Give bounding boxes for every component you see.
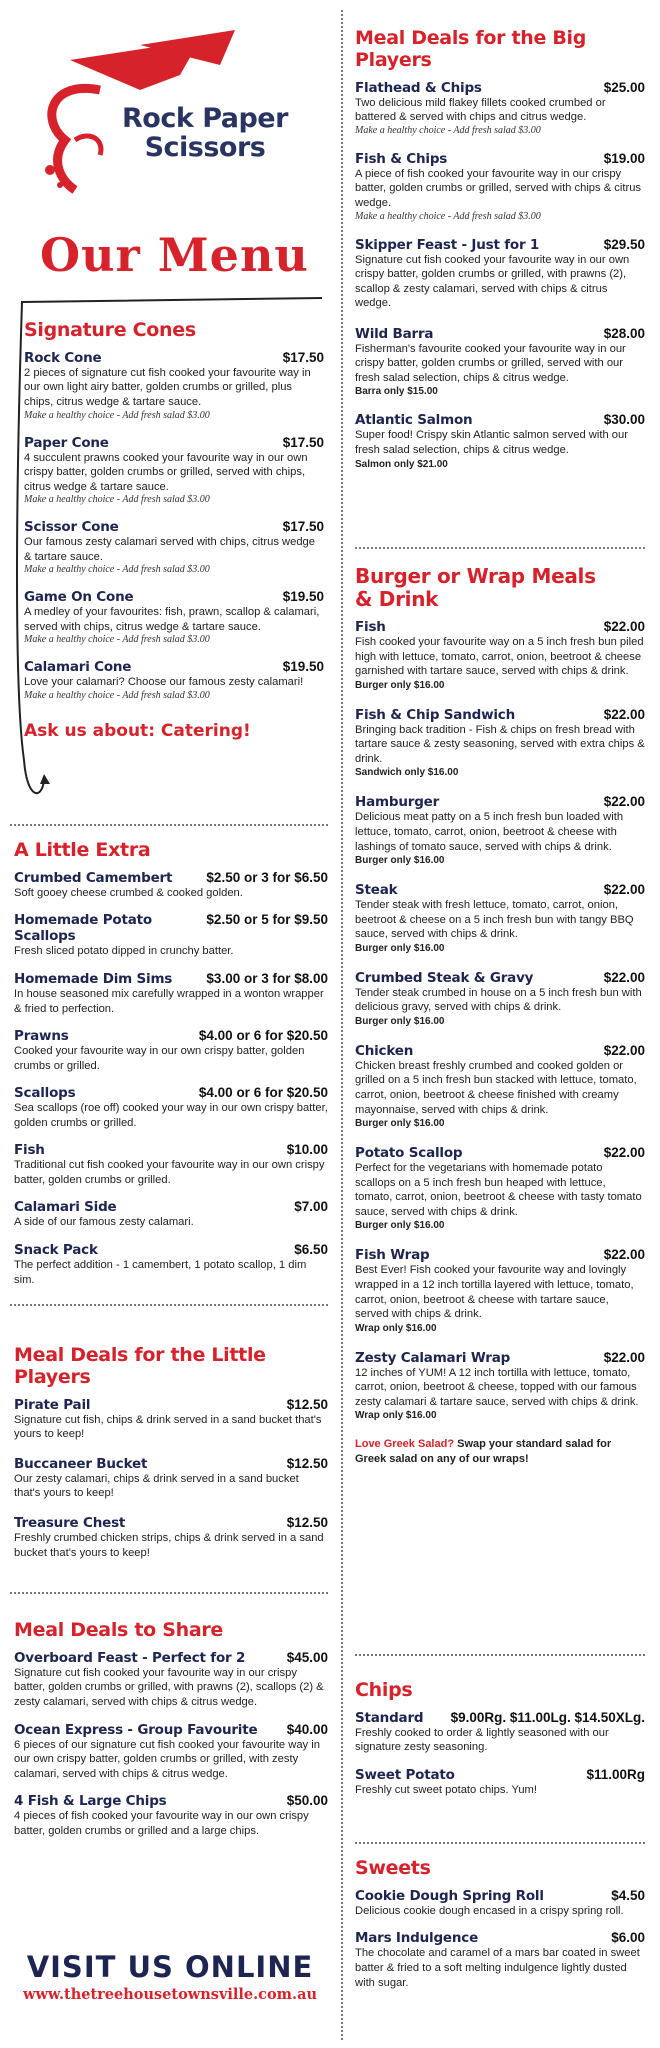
item-description: Fisherman's favourite cooked your favourite way in our crispy batter, golden crumbs or grilled, served with our fresh salad selection, chips & citrus wedge. <box>355 342 626 384</box>
item-price: $7.00 <box>294 1199 328 1215</box>
menu-item <box>355 151 645 222</box>
menu-item <box>14 1793 328 1838</box>
item-description: Chicken breast freshly crumbed and cooked golden or grilled on a 5 inch fresh bun stacked with lettuce, tomato, carrot, onion, beetroot & cheese finished with creamy mayonnaise, served with chips & drink. <box>355 1059 637 1116</box>
item-description: Signature cut fish cooked your favourite way in our crispy batter, golden crumbs or grilled, with prawns (2), scallops (2) & zesty calamari, served with chips & citrus wedge. <box>14 1666 324 1708</box>
item-description: Freshly cut sweet potato chips. Yum! <box>355 1783 537 1796</box>
item-price: $22.00 <box>603 1145 645 1161</box>
item-price: $2.50 or 5 for $9.50 <box>206 912 328 928</box>
item-name: Fish & Chip Sandwich <box>355 706 515 723</box>
only-price-note: Wrap only $16.00 <box>355 1322 437 1334</box>
visit-us-online <box>10 1950 330 2003</box>
menu-item <box>14 1650 328 1710</box>
item-price: $3.00 or 3 for $8.00 <box>206 970 328 986</box>
item-description: Freshly crumbed chicken strips, chips & drink served in a sand bucket that's yours to keep! <box>14 1531 324 1559</box>
item-price: $6.50 <box>294 1242 328 1258</box>
item-name: Calamari Cone <box>24 659 132 676</box>
healthy-choice-note: Make a healthy choice - Add fresh salad $3.00 <box>24 634 210 646</box>
signature-cones-section <box>24 320 324 741</box>
item-description: A side of our famous zesty calamari. <box>14 1216 194 1229</box>
menu-item <box>355 1710 645 1755</box>
menu-item <box>14 1028 328 1073</box>
healthy-choice-note: Make a healthy choice - Add fresh salad $3.00 <box>355 210 541 222</box>
item-price: $6.00 <box>611 1930 645 1946</box>
item-name: Snack Pack <box>14 1242 98 1259</box>
menu-item <box>355 707 645 779</box>
item-description: Signature cut fish cooked your favourite way in our own crispy batter, golden crumbs or grilled, with prawns (2), scallop & zesty calamari, served with chips & citrus wedge. <box>355 253 630 310</box>
item-name: Paper Cone <box>24 434 109 451</box>
item-price: $2.50 or 3 for $6.50 <box>206 869 328 885</box>
item-name: Potato Scallop <box>355 1145 463 1162</box>
item-name: Fish & Chips <box>355 150 448 167</box>
item-name: Buccaneer Bucket <box>14 1455 148 1472</box>
item-description: Delicious cookie dough encased in a crispy spring roll. <box>355 1904 624 1917</box>
item-price: $28.00 <box>603 325 645 341</box>
section-title: Sweets <box>355 1857 431 1879</box>
section-title: A Little Extra <box>14 839 151 861</box>
item-name: Crumbed Steak & Gravy <box>355 969 534 986</box>
item-price: $50.00 <box>286 1793 328 1809</box>
website-link[interactable]: www.thetreehousetownsville.com.au <box>22 1986 318 2003</box>
item-price: $12.50 <box>286 1455 328 1471</box>
item-name: Zesty Calamari Wrap <box>355 1349 511 1366</box>
menu-item <box>14 1085 328 1130</box>
section-title: Burger or Wrap Meals & Drink <box>355 564 596 611</box>
menu-item <box>14 1515 328 1560</box>
item-price: $22.00 <box>603 1042 645 1058</box>
dots-divider <box>355 535 645 563</box>
menu-item <box>14 1199 328 1230</box>
healthy-choice-note: Make a healthy choice - Add fresh salad $3.00 <box>24 494 210 506</box>
dots-divider <box>10 1292 328 1320</box>
item-name: Scallops <box>14 1085 76 1102</box>
menu-item <box>14 1242 328 1287</box>
little-extra-section <box>14 840 328 1299</box>
only-price-note: Salmon only $21.00 <box>355 458 448 470</box>
item-description: Best Ever! Fish cooked your favourite way and lovingly wrapped in a 12 inch tortilla layered with lettuce, tomato, carrot, onion, beetroot & cheese with tartare sauce, served with chips & drink. <box>355 1264 634 1321</box>
item-price: $22.00 <box>603 706 645 722</box>
item-name: Skipper Feast - Just for 1 <box>355 236 540 253</box>
item-description: 6 pieces of our signature cut fish cooked your favourite way in our own crispy batter, golden crumbs or grilled, with zesty calamari, served with chips & citrus wedge. <box>14 1738 320 1780</box>
item-price: $17.50 <box>282 349 324 365</box>
menu-item <box>14 971 328 1016</box>
greek-salad-note: Love Greek Salad? Swap your standard salad for Greek salad on any of our wraps! <box>355 1438 612 1465</box>
item-description: Soft gooey cheese crumbed & cooked golden. <box>14 886 243 899</box>
menu-item <box>355 80 645 136</box>
item-name: Cookie Dough Spring Roll <box>355 1887 544 1904</box>
item-description: Super food! Crispy skin Atlantic salmon served with our fresh salad selection, chips & citrus wedge. <box>355 429 628 456</box>
healthy-choice-note: Make a healthy choice - Add fresh salad $3.00 <box>24 690 210 702</box>
section-title: Meal Deals for the Little Players <box>14 1344 266 1388</box>
section-title: Chips <box>355 1679 413 1701</box>
item-description: Tender steak with fresh lettuce, tomato, carrot, onion, beetroot & cheese on a 5 inch fresh bun with tangy BBQ sauce, served with chips & drink. <box>355 899 634 941</box>
item-description: Delicious meat patty on a 5 inch fresh bun loaded with lettuce, tomato, carrot, onion, beetroot & cheese with lashings of tomato sauce, served with chips & drink. <box>355 811 624 853</box>
menu-item <box>14 870 328 901</box>
item-name: Flathead & Chips <box>355 79 482 96</box>
item-name: Fish <box>355 619 386 635</box>
menu-item <box>355 1930 645 1990</box>
item-price: $10.00 <box>286 1142 328 1158</box>
only-price-note: Burger only $16.00 <box>355 855 445 867</box>
item-price: $22.00 <box>603 1349 645 1365</box>
only-price-note: Sandwich only $16.00 <box>355 767 459 779</box>
menu-item <box>355 326 645 398</box>
item-name: Crumbed Camembert <box>14 869 173 886</box>
little-players-section <box>14 1345 328 1574</box>
item-price: $22.00 <box>603 1247 645 1263</box>
item-description: Tender steak crumbed in house on a 5 inch fresh bun with delicious gravy, served with chips & drink. <box>355 986 642 1014</box>
menu-item <box>14 1142 328 1187</box>
catering-note: Ask us about: Catering! <box>24 721 251 742</box>
item-name: Homemade Dim Sims <box>14 970 173 987</box>
item-price: $45.00 <box>286 1649 328 1665</box>
item-name: Steak <box>355 882 398 899</box>
menu-item <box>355 1247 645 1333</box>
only-price-note: Wrap only $16.00 <box>355 1410 437 1422</box>
item-name: Prawns <box>14 1028 69 1045</box>
only-price-note: Burger only $16.00 <box>355 1015 445 1027</box>
item-name: 4 Fish & Large Chips <box>14 1793 167 1810</box>
item-description: Signature cut fish, chips & drink served in a sand bucket that's yours to keep! <box>14 1413 322 1441</box>
menu-item <box>24 350 324 421</box>
item-description: Perfect for the vegetarians with homemade potato scallops on a 5 inch fresh bun heaped with lettuce, tomato, carrot, onion, beetroot & cheese with tasty tomato sauce, served with chips & drink. <box>355 1162 642 1218</box>
item-name: Sweet Potato <box>355 1766 455 1783</box>
sweets-section <box>355 1858 645 2002</box>
item-name: Rock Cone <box>24 349 102 366</box>
menu-item <box>355 1350 645 1422</box>
item-description: A piece of fish cooked your favourite way in our crispy batter, golden crumbs or grilled, served with chips & citrus wedge. <box>355 167 642 209</box>
item-description: Traditional cut fish cooked your favourite way in our own crispy batter, golden crumbs or grilled. <box>14 1159 325 1186</box>
item-name: Fish Wrap <box>355 1247 430 1264</box>
big-players-section <box>355 28 645 485</box>
menu-item <box>355 1767 645 1798</box>
item-description: Fish cooked your favourite way on a 5 inch fresh bun piled high with lettuce, tomato, carrot, onion, beetroot & cheese garnished with tartare sauce, served with chips & drink. <box>355 636 644 678</box>
item-price: $17.50 <box>282 434 324 450</box>
menu-item <box>14 912 328 959</box>
item-price: $40.00 <box>286 1721 328 1737</box>
dots-divider <box>355 1830 645 1858</box>
item-price: $22.00 <box>603 619 645 634</box>
item-name: Overboard Feast - Perfect for 2 <box>14 1649 246 1666</box>
item-description: 12 inches of YUM! A 12 inch tortilla with lettuce, tomato, carrot, onion, beetroot & cheese, topped with our famous zesty calamari & tartare sauce, served with chips & drink. <box>355 1366 639 1408</box>
only-price-note: Burger only $16.00 <box>355 679 445 691</box>
item-description: 2 pieces of signature cut fish cooked your favourite way in our own light airy batter, golden crumbs or grilled, plus chips, citrus wedge & tartare sauce. <box>24 366 311 408</box>
healthy-choice-note: Make a healthy choice - Add fresh salad $3.00 <box>24 409 210 421</box>
item-price: $19.50 <box>282 659 324 675</box>
healthy-choice-note: Make a healthy choice - Add fresh salad $3.00 <box>24 564 210 576</box>
dots-divider <box>10 812 328 840</box>
menu-item <box>14 1722 328 1782</box>
menu-item <box>24 435 324 506</box>
item-price: $22.00 <box>603 882 645 898</box>
item-description: The perfect addition - 1 camembert, 1 potato scallop, 1 dim sim. <box>14 1259 307 1286</box>
menu-item <box>24 659 324 701</box>
section-title: Signature Cones <box>24 319 196 341</box>
menu-item <box>355 1145 645 1231</box>
menu-item <box>24 589 324 645</box>
item-price: $4.50 <box>611 1887 645 1903</box>
only-price-note: Burger only $16.00 <box>355 1118 445 1130</box>
section-title: Meal Deals to Share <box>14 1619 223 1641</box>
item-description: Our zesty calamari, chips & drink served in a sand bucket that's yours to keep! <box>14 1472 299 1500</box>
item-name: Game On Cone <box>24 589 134 606</box>
menu-item <box>355 1888 645 1919</box>
brand-name: Rock Paper Scissors <box>122 103 288 164</box>
menu-item <box>355 1043 645 1129</box>
item-description: Freshly cooked to order & lightly seasoned with our signature zesty seasoning. <box>355 1726 609 1754</box>
item-name: Chicken <box>355 1042 414 1059</box>
item-description: Love your calamari? Choose our famous zesty calamari! <box>24 676 304 689</box>
item-price: $12.50 <box>286 1514 328 1530</box>
item-price: $19.50 <box>282 589 324 605</box>
item-description: Bringing back tradition - Fish & chips on fresh bread with tartare sauce & zesty seasoning, served with extra chips & drink. <box>355 723 645 765</box>
item-description: Cooked your favourite way in our own crispy batter, golden crumbs or grilled. <box>14 1045 305 1072</box>
dots-divider <box>10 1580 328 1608</box>
share-section <box>14 1620 328 1850</box>
item-description: A medley of your favourites: fish, prawn, scallop & calamari, served with chips, citrus wedge & tartare sauce. <box>24 606 320 633</box>
menu-item <box>355 237 645 311</box>
item-price: $29.50 <box>603 236 645 252</box>
menu-item <box>355 970 645 1027</box>
item-price: $4.00 or 6 for $20.50 <box>198 1028 328 1044</box>
visit-title: VISIT US ONLINE <box>26 1950 314 1984</box>
column-divider <box>341 10 343 2040</box>
item-price: $22.00 <box>603 794 645 810</box>
menu-item <box>355 619 645 691</box>
item-description: Two delicious mild flakey fillets cooked crumbed or battered & served with chips and citrus wedge. <box>355 96 606 124</box>
menu-item <box>355 412 645 469</box>
menu-item <box>355 794 645 866</box>
item-name: Hamburger <box>355 794 440 811</box>
item-price: $9.00Rg. $11.00Lg. $14.50XLg. <box>450 1709 645 1725</box>
item-description: 4 succulent prawns cooked your favourite way in our own crispy batter, golden crumbs or grilled, served with chips, citrus wedge & tartare sauce. <box>24 451 308 493</box>
chips-section <box>355 1680 645 1810</box>
item-price: $19.00 <box>603 150 645 166</box>
item-price: $4.00 or 6 for $20.50 <box>198 1085 328 1101</box>
section-title: Meal Deals for the Big Players <box>355 27 587 71</box>
item-price: $17.50 <box>282 519 324 535</box>
menu-title: Our Menu <box>40 228 309 282</box>
item-name: Pirate Pail <box>14 1396 91 1413</box>
item-description: Our famous zesty calamari served with chips, citrus wedge & tartare sauce. <box>24 536 315 563</box>
item-description: In house seasoned mix carefully wrapped in a wonton wrapper & fried to perfection. <box>14 987 324 1015</box>
item-price: $25.00 <box>603 79 645 95</box>
item-description: The chocolate and caramel of a mars bar coated in sweet batter & fried to a soft melting indulgence lightly dusted with sugar. <box>355 1947 640 1989</box>
only-price-note: Burger only $16.00 <box>355 1220 445 1232</box>
item-name: Fish <box>14 1142 45 1159</box>
item-description: Sea scallops (roe off) cooked your way in our own crispy batter, golden crumbs or grilled. <box>14 1102 328 1129</box>
only-price-note: Barra only $15.00 <box>355 386 438 398</box>
menu-item <box>14 1397 328 1442</box>
item-name: Homemade Potato Scallops <box>14 912 152 945</box>
item-name: Atlantic Salmon <box>355 412 473 429</box>
item-name: Scissor Cone <box>24 519 119 536</box>
item-name: Treasure Chest <box>14 1514 126 1531</box>
item-price: $22.00 <box>603 969 645 985</box>
item-price: $11.00Rg <box>586 1766 645 1782</box>
item-price: $30.00 <box>603 412 645 428</box>
menu-item <box>14 1456 328 1501</box>
item-name: Standard <box>355 1709 424 1726</box>
item-name: Mars Indulgence <box>355 1930 479 1947</box>
burger-section <box>355 565 645 1466</box>
menu-item <box>24 519 324 575</box>
healthy-choice-note: Make a healthy choice - Add fresh salad $3.00 <box>355 124 541 136</box>
item-price: $12.50 <box>286 1396 328 1412</box>
menu-item <box>355 882 645 954</box>
item-name: Wild Barra <box>355 325 434 342</box>
item-description: Fresh sliced potato dipped in crunchy batter. <box>14 945 234 958</box>
item-name: Calamari Side <box>14 1199 117 1216</box>
item-description: 4 pieces of fish cooked your favourite way in our own crispy batter, golden crumbs or grilled and a large chips. <box>14 1810 309 1837</box>
only-price-note: Burger only $16.00 <box>355 942 445 954</box>
dots-divider <box>355 1642 645 1670</box>
item-name: Ocean Express - Group Favourite <box>14 1721 258 1738</box>
